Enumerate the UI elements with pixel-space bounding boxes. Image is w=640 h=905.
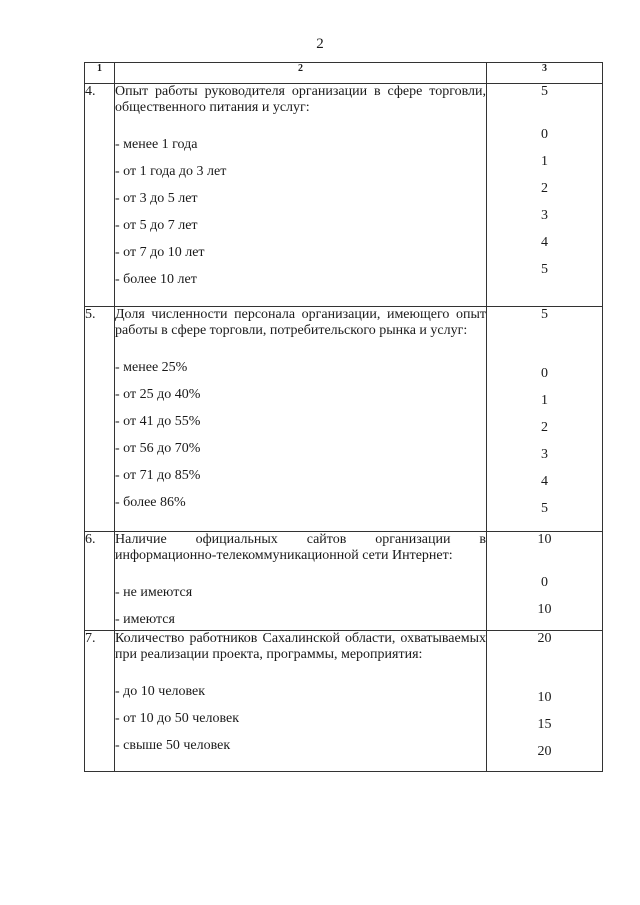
option-score: 5 bbox=[541, 501, 548, 516]
criterion-title: Доля численности персонала организации, имеющего опыт работы в сфере торговли, потребительского рынка и услуг: bbox=[115, 307, 486, 338]
option-label: - от 3 до 5 лет bbox=[115, 191, 198, 206]
option-score: 0 bbox=[541, 575, 548, 590]
table-row bbox=[85, 631, 603, 772]
option-label: - менее 25% bbox=[115, 360, 188, 375]
option-score: 10 bbox=[537, 602, 552, 617]
max-score: 5 bbox=[541, 84, 548, 99]
criteria-table bbox=[84, 62, 603, 772]
criterion-score bbox=[487, 631, 603, 772]
option-label: - от 10 до 50 человек bbox=[115, 711, 240, 726]
option-label: - от 1 года до 3 лет bbox=[115, 164, 227, 179]
option-label: - от 71 до 85% bbox=[115, 468, 201, 483]
option-label: - от 7 до 10 лет bbox=[115, 245, 205, 260]
option-score: 2 bbox=[541, 420, 548, 435]
criterion-description bbox=[115, 631, 487, 772]
criterion-title: Наличие официальных сайтов организации в информационно-телекоммуникационной сети Интернет: bbox=[115, 532, 486, 563]
criterion-title: Опыт работы руководителя организации в сфере торговли, общественного питания и услуг: bbox=[115, 84, 486, 115]
option-score: 15 bbox=[537, 717, 552, 732]
option-label: - более 10 лет bbox=[115, 272, 197, 287]
criterion-number: 7. bbox=[85, 631, 115, 772]
criterion-description bbox=[115, 532, 487, 631]
option-score: 0 bbox=[541, 366, 548, 381]
criterion-number: 6. bbox=[85, 532, 115, 631]
max-score: 10 bbox=[537, 532, 552, 547]
option-score: 4 bbox=[541, 474, 548, 489]
header-row bbox=[85, 63, 603, 84]
criterion-score bbox=[487, 84, 603, 307]
option-label: - свыше 50 человек bbox=[115, 738, 231, 753]
table-row bbox=[85, 307, 603, 532]
option-score: 1 bbox=[541, 393, 548, 408]
table-row bbox=[85, 84, 603, 307]
criterion-score bbox=[487, 532, 603, 631]
option-label: - имеются bbox=[115, 612, 175, 627]
page-number: 2 bbox=[316, 36, 324, 52]
option-label: - от 56 до 70% bbox=[115, 441, 201, 456]
option-label: - не имеются bbox=[115, 585, 193, 600]
option-score: 10 bbox=[537, 690, 552, 705]
option-label: - более 86% bbox=[115, 495, 186, 510]
option-label: - до 10 человек bbox=[115, 684, 206, 699]
criterion-score bbox=[487, 307, 603, 532]
criterion-number: 5. bbox=[85, 307, 115, 532]
max-score: 5 bbox=[541, 307, 548, 322]
option-score: 1 bbox=[541, 154, 548, 169]
criterion-description bbox=[115, 307, 487, 532]
criterion-title: Количество работников Сахалинской области, охватываемых при реализации проекта, программы, мероприятия: bbox=[115, 631, 486, 662]
option-label: - от 5 до 7 лет bbox=[115, 218, 198, 233]
option-score: 3 bbox=[541, 208, 548, 223]
max-score: 20 bbox=[537, 631, 552, 646]
option-score: 0 bbox=[541, 127, 548, 142]
option-label: - менее 1 года bbox=[115, 137, 198, 152]
criterion-description bbox=[115, 84, 487, 307]
header-col-1: 1 bbox=[85, 63, 115, 84]
table-row bbox=[85, 532, 603, 631]
option-score: 4 bbox=[541, 235, 548, 250]
criterion-number: 4. bbox=[85, 84, 115, 307]
header-col-3: 3 bbox=[487, 63, 603, 84]
option-score: 2 bbox=[541, 181, 548, 196]
option-score: 5 bbox=[541, 262, 548, 277]
header-col-2: 2 bbox=[115, 63, 487, 84]
option-label: - от 25 до 40% bbox=[115, 387, 201, 402]
option-score: 3 bbox=[541, 447, 548, 462]
option-score: 20 bbox=[537, 744, 552, 759]
option-label: - от 41 до 55% bbox=[115, 414, 201, 429]
